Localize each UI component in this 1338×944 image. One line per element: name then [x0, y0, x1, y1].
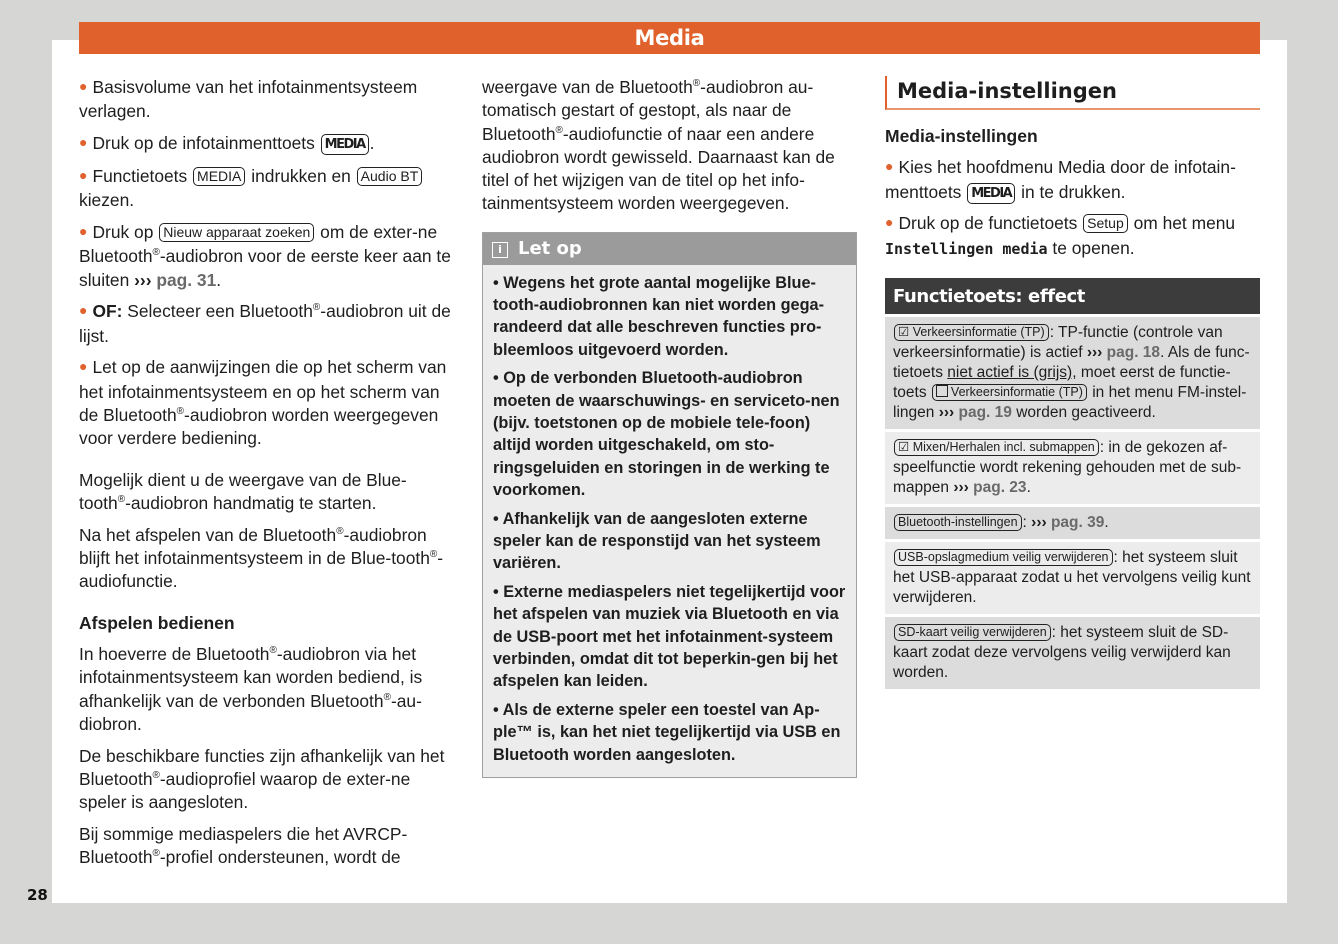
bullet-item: ● Druk op de infotainmenttoets MEDIA . — [79, 133, 375, 154]
ref-arrow-icon: ››› — [134, 269, 152, 290]
bullet-dot-icon: ● — [79, 166, 88, 183]
bullet-dot-icon: ● — [885, 214, 894, 231]
table-row: USB-opslagmedium veilig verwijderen : het systeem sluit het USB-apparaat zodat u het vervolgens veilig kunt verwijderen. — [885, 542, 1260, 614]
bullet-dot-icon: ● — [79, 302, 88, 319]
hard-key-media: MEDIA — [967, 183, 1015, 204]
soft-key-shuffle-repeat: ☑ Mixen/Herhalen incl. submappen — [894, 439, 1099, 456]
column-1 — [79, 76, 457, 878]
bullet-item: ● Kies het hoofdmenu Media door de infotain-menttoets MEDIA in te drukken. — [885, 157, 1236, 202]
ref-arrow-icon: ››› — [938, 403, 955, 421]
note-item: • Externe mediaspelers niet tegelijkertijd voor het afspelen van muziek via Bluetooth en via de USB-poort met het infotainment-systeem verbinden, omdat dit tot beperkin-gen bij het afspelen kan leiden. — [493, 583, 846, 691]
note-header: i Let op — [483, 233, 856, 265]
bullet-dot-icon: ● — [79, 134, 88, 151]
checkbox-checked-icon: ☑ — [898, 324, 910, 339]
bullet-dot-icon: ● — [79, 358, 88, 375]
paragraph: De beschikbare functies zijn afhankelijk van het Bluetooth®-audioprofiel waarop de exter-ne speler is aangesloten. — [79, 745, 445, 813]
bullet-item: ● Functietoets MEDIA indrukken en Audio BT kiezen. — [79, 165, 457, 213]
soft-key-media: MEDIA — [193, 167, 245, 186]
paragraph: weergave van de Bluetooth®-audiobron au-tomatisch gestart of gestopt, als naar de Bluetooth®-audiofunctie of naar een andere audiobron wordt gewisseld. Daarnaast kan de titel of het wijzigen van de titel op het info-tainmentsysteem worden weergegeven. — [482, 77, 835, 214]
section-title: Media-instellingen — [885, 76, 1260, 110]
subheading: Media-instellingen — [885, 126, 1038, 146]
paragraph: In hoeverre de Bluetooth®-audiobron via het infotainmentsysteem kan worden bediend, is afhankelijk van de verbonden Bluetooth®-au-diobron. — [79, 643, 423, 734]
page-reference-link[interactable]: ››› pag. 39 — [1031, 513, 1105, 531]
ref-arrow-icon: ››› — [953, 478, 969, 496]
menu-name: Instellingen media — [885, 239, 1048, 258]
soft-key-traffic-info-unchecked: Verkeersinformatie (TP) — [932, 384, 1087, 401]
info-icon: i — [492, 242, 508, 258]
note-item: • Wegens het grote aantal mogelijke Blue-tooth-audiobronnen kan niet worden gega-randeerd dat alle beschreven functies pro-bleemloos uitgevoerd worden. — [493, 273, 825, 359]
note-box — [482, 232, 857, 778]
bullet-item: ● OF: Selecteer een Bluetooth®-audiobron uit de lijst. — [79, 301, 451, 346]
bullet-dot-icon: ● — [885, 158, 894, 175]
soft-key-sd-remove: SD-kaart veilig verwijderen — [894, 624, 1051, 641]
soft-key-usb-remove: USB-opslagmedium veilig verwijderen — [894, 549, 1113, 566]
soft-key-setup: Setup — [1083, 214, 1128, 233]
page-reference-link[interactable]: ››› pag. 31 — [134, 269, 217, 290]
column-3 — [885, 76, 1260, 689]
table-row: Bluetooth-instellingen : ››› pag. 39. — [885, 507, 1260, 539]
paragraph: Bij sommige mediaspelers die het AVRCP-Bluetooth®-profiel ondersteunen, wordt de — [79, 824, 408, 868]
paragraph: Na het afspelen van de Bluetooth®-audiobron blijft het infotainmentsysteem in de Blue-tooth®-audiofunctie. — [79, 524, 444, 592]
table-row: ☑ Mixen/Herhalen incl. submappen : in de gekozen af-speelfunctie wordt rekening gehouden met de sub-mappen ››› pag. 23. — [885, 432, 1260, 504]
soft-key-bluetooth-settings: Bluetooth-instellingen — [894, 514, 1022, 531]
note-item: • Als de externe speler een toestel van Ap-ple™ is, kan het niet tegelijkertijd via USB en Bluetooth worden aangesloten. — [493, 701, 841, 764]
checkbox-checked-icon: ☑ — [898, 439, 910, 454]
soft-key-audio-bt: Audio BT — [357, 167, 423, 186]
note-body — [483, 265, 856, 777]
page-number: 28 — [27, 886, 48, 904]
ref-arrow-icon: ››› — [1031, 513, 1047, 531]
ref-arrow-icon: ››› — [1086, 343, 1103, 361]
checkbox-unchecked-icon — [936, 385, 948, 397]
page-reference-link[interactable]: ››› pag. 23 — [953, 478, 1027, 496]
table-row: ☑ Verkeersinformatie (TP) : TP-functie (controle van verkeersinformatie) is actief ››› pag. 18. Als de func-tietoets niet actief is (grijs), moet eerst de functie-toets Verkeersinformatie (TP) in het menu FM-instel-lingen ››› pag. 19 worden geactiveerd. — [885, 317, 1260, 429]
column-2 — [482, 76, 857, 778]
chapter-header: Media — [79, 22, 1260, 54]
paragraph: Mogelijk dient u de weergave van de Blue-tooth®-audiobron handmatig te starten. — [79, 469, 407, 513]
table-header: Functietoets: effect — [885, 278, 1260, 314]
bullet-dot-icon: ● — [79, 78, 88, 94]
soft-key-new-device: Nieuw apparaat zoeken — [159, 223, 314, 242]
bullet-item: ● Basisvolume van het infotainmentsysteem verlagen. — [79, 77, 418, 122]
bullet-item: ● Druk op de functietoets Setup om het menu Instellingen media te openen. — [885, 213, 1236, 258]
bullet-dot-icon: ● — [79, 222, 88, 239]
function-key-table — [885, 278, 1260, 689]
hard-key-media: MEDIA — [321, 134, 369, 155]
bullet-item: ● Druk op Nieuw apparaat zoeken om de exter-ne Bluetooth®-audiobron voor de eerste keer aan te sluiten ››› pag. 31. — [79, 221, 451, 290]
subheading: Afspelen bedienen — [79, 612, 235, 633]
table-row: SD-kaart veilig verwijderen : het systeem sluit de SD-kaart zodat deze vervolgens veilig verwijderd kan worden. — [885, 617, 1260, 689]
bullet-item: ● Let op de aanwijzingen die op het scherm van het infotainmentsysteem en op het scherm van de Bluetooth®-audiobron worden weergegeven voor verdere bediening. — [79, 357, 447, 449]
note-item: • Afhankelijk van de aangesloten externe speler kan de responstijd van het systeem variëren. — [493, 509, 821, 573]
soft-key-traffic-info: ☑ Verkeersinformatie (TP) — [894, 324, 1049, 341]
page-reference-link[interactable]: ››› pag. 18 — [1086, 343, 1161, 361]
note-item: • Op de verbonden Bluetooth-audiobron moeten de waarschuwings- en serviceto-nen (bijv. toetstonen op de mobiele tele-foon) altijd worden uitgeschakeld, om sto-ringsgeluiden en storingen in de werking te voorkomen. — [493, 369, 840, 499]
page-reference-link[interactable]: ››› pag. 19 — [938, 403, 1012, 421]
